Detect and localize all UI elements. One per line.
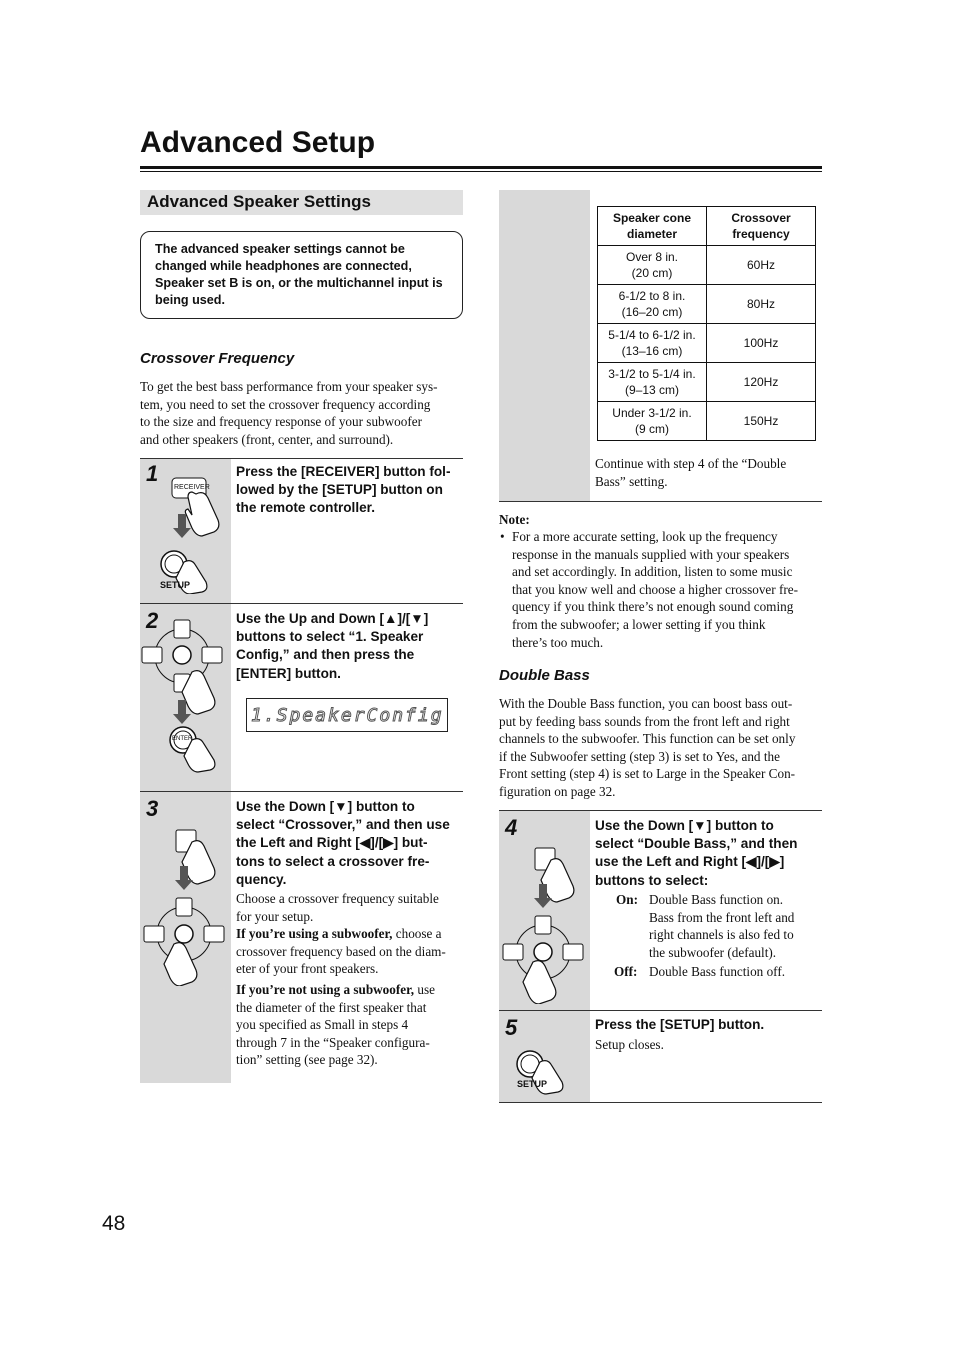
cell-line: (13–16 cm): [621, 344, 683, 358]
option-line: Bass from the front left and: [649, 909, 795, 925]
warning-text: The advanced speaker settings cannot be changed while headphones are connected, Speaker set B is on, or the multichannel input is being used.: [155, 242, 443, 307]
remote-down-dpad-illustration: [140, 826, 231, 986]
table-cell: 60Hz: [707, 246, 816, 285]
cell-line: Under 3-1/2 in.: [612, 406, 692, 420]
step-1-instruction: [236, 463, 466, 518]
section-heading-text: Advanced Speaker Settings: [147, 192, 371, 211]
instruction-line: [ENTER] button.: [236, 665, 341, 681]
table-row: [598, 363, 816, 402]
detail-bold: If you’re not using a subwoofer,: [236, 981, 415, 997]
page-title: Advanced Setup: [140, 126, 376, 159]
note-line: For a more accurate setting, look up the frequency: [512, 529, 778, 544]
step-number: 2: [146, 608, 159, 633]
option-line: the subwoofer (default).: [649, 944, 777, 960]
note-line: quency if you think there’s not enough sound coming: [512, 599, 794, 615]
intro-line: To get the best bass performance from your speaker sys-: [140, 379, 438, 394]
option-line: right channels is also fed to: [649, 927, 794, 943]
instruction-line: lowed by the [SETUP] button on: [236, 482, 443, 498]
step-3-detail: [236, 890, 466, 1069]
continue-line: Bass” setting.: [595, 473, 668, 489]
receiver-button-label: RECEIVER: [174, 484, 210, 491]
instruction-line: Use the Down [▼] button to: [236, 799, 415, 814]
instruction-line: the remote controller.: [236, 500, 375, 516]
note-line: from the subwoofer; a lower setting if you think: [512, 616, 766, 632]
step-rule: [140, 458, 463, 459]
intro-line: channels to the subwoofer. This function can be set only: [499, 731, 796, 747]
step-number: 1: [146, 461, 159, 486]
note-line: there’s too much.: [512, 634, 604, 650]
instruction-line: quency.: [236, 871, 287, 887]
table-cell: 80Hz: [707, 285, 816, 324]
step-rule: [499, 810, 822, 811]
instruction-line: select “Crossover,” and then use: [236, 817, 450, 833]
instruction-line: use the Left and Right [◀]/[▶]: [595, 854, 785, 870]
intro-line: and other speakers (front, center, and surround).: [140, 431, 394, 447]
cell-line: 5-1/4 to 6-1/2 in.: [608, 328, 696, 342]
detail-bold: If you’re using a subwoofer,: [236, 926, 393, 942]
detail-line: Choose a crossover frequency suitable: [236, 891, 439, 906]
step-2-instruction: [236, 610, 466, 683]
detail-line: tion” setting (see page 32).: [236, 1052, 378, 1068]
table-header: [598, 207, 707, 246]
detail-line: crossover frequency based on the diam-: [236, 943, 446, 959]
option-off-label: Off:: [614, 964, 638, 979]
note-line: that you know well and choose a higher crossover fre-: [512, 581, 799, 597]
intro-line: tem, you need to set the crossover frequency according: [140, 396, 431, 412]
table-cell: [598, 402, 707, 441]
step-number: 3: [146, 796, 159, 821]
header-line: diameter: [626, 227, 678, 241]
cell-line: (16–20 cm): [621, 305, 683, 319]
double-bass-heading: Double Bass: [499, 667, 590, 684]
cell-line: 6-1/2 to 8 in.: [618, 289, 686, 303]
table-row: [598, 324, 816, 363]
header-line: Crossover: [731, 211, 791, 225]
crossover-heading: Crossover Frequency: [140, 350, 295, 367]
crossover-table: [597, 206, 816, 441]
instruction-line: buttons to select:: [595, 872, 709, 888]
step-rule: [140, 791, 463, 792]
table-rule: [499, 501, 822, 502]
table-row: [598, 246, 816, 285]
page-number: 48: [102, 1212, 126, 1235]
table-cell: [598, 324, 707, 363]
header-line: frequency: [732, 227, 790, 241]
intro-line: to the size and frequency response of your subwoofer: [140, 414, 422, 430]
setup-button-label: SETUP: [160, 580, 191, 590]
note-line: response in the manuals supplied with your speakers: [512, 546, 790, 562]
table-cell: [598, 363, 707, 402]
remote-dpad-enter-illustration: [140, 616, 231, 786]
detail-line: for your setup.: [236, 908, 314, 924]
cell-line: Over 8 in.: [625, 250, 679, 264]
continue-line: Continue with step 4 of the “Double: [595, 456, 787, 471]
step-rule: [140, 603, 463, 604]
instruction-line: Use the Down [▼] button to: [595, 818, 774, 833]
step-3-instruction: [236, 798, 466, 889]
instruction-line: select “Double Bass,” and then: [595, 836, 798, 852]
instruction-line: the Left and Right [◀]/[▶] but-: [236, 835, 428, 851]
table-row: [598, 285, 816, 324]
table-cell: 100Hz: [707, 324, 816, 363]
setup-button-label: SETUP: [517, 1079, 548, 1089]
detail-line: use: [414, 981, 435, 997]
instruction-line: Press the [RECEIVER] button fol-: [236, 464, 451, 479]
instruction-line: Config,” and then press the: [236, 647, 415, 663]
table-sidebar: [499, 190, 590, 501]
table-cell: [598, 246, 707, 285]
intro-line: if the Subwoofer setting (step 3) is set to Yes, and the: [499, 748, 780, 764]
step-number: 5: [505, 1015, 518, 1040]
cell-line: (9 cm): [635, 422, 669, 436]
intro-line: figuration on page 32.: [499, 783, 616, 799]
option-line: Double Bass function on.: [649, 892, 784, 907]
step-4-instruction: [595, 817, 825, 890]
table-header-row: [598, 207, 816, 246]
header-line: Speaker cone: [612, 211, 692, 225]
table-header: [707, 207, 816, 246]
crossover-intro: [140, 378, 470, 448]
intro-line: With the Double Bass function, you can boost bass out-: [499, 696, 793, 711]
option-off-text: Double Bass function off.: [649, 964, 786, 979]
table-cell: 120Hz: [707, 363, 816, 402]
lcd-display: [246, 698, 448, 732]
detail-line: eter of your front speakers.: [236, 961, 379, 977]
table-cell: [598, 285, 707, 324]
title-rule-thin: [140, 171, 822, 172]
detail-line: through 7 in the “Speaker configura-: [236, 1034, 430, 1050]
note-label: Note:: [499, 512, 530, 527]
intro-line: Front setting (step 4) is set to Large in the Speaker Con-: [499, 766, 796, 782]
enter-button-label: ENTER: [172, 736, 193, 742]
note-bullet: •: [500, 529, 505, 544]
table-row: [598, 402, 816, 441]
note-line: and set accordingly. In addition, listen to some music: [512, 564, 793, 580]
detail-line: choose a: [392, 926, 442, 942]
instruction-line: tons to select a crossover fre-: [236, 853, 430, 869]
instruction-line: buttons to select “1. Speaker: [236, 629, 424, 645]
remote-down-dpad-illustration: [499, 844, 590, 1004]
section-heading: [140, 190, 463, 215]
instruction-line: Use the Up and Down [▲]/[▼]: [236, 611, 429, 626]
warning-box: [140, 231, 463, 319]
cell-line: (20 cm): [631, 266, 673, 280]
option-on-label: On:: [616, 892, 638, 907]
cell-line: 3-1/2 to 5-1/4 in.: [608, 367, 696, 381]
table-continue-text: [595, 455, 820, 490]
step-5-instruction: Press the [SETUP] button.: [595, 1017, 765, 1032]
detail-line: the diameter of the first speaker that: [236, 999, 427, 1015]
double-bass-intro: [499, 695, 829, 801]
intro-line: put by feeding bass sounds from the front left and right: [499, 713, 790, 729]
step-5-detail: Setup closes.: [595, 1037, 664, 1052]
lcd-display-text: 1.SpeakerConfig: [251, 705, 444, 726]
detail-line: you specified as Small in steps 4: [236, 1017, 409, 1033]
cell-line: (9–13 cm): [624, 383, 680, 397]
title-rule: [140, 166, 822, 169]
step-number: 4: [505, 815, 518, 840]
step-rule: [499, 1010, 822, 1011]
step-rule: [499, 1102, 822, 1103]
option-on-text: [649, 891, 829, 961]
note-text: [512, 528, 827, 651]
table-cell: 150Hz: [707, 402, 816, 441]
